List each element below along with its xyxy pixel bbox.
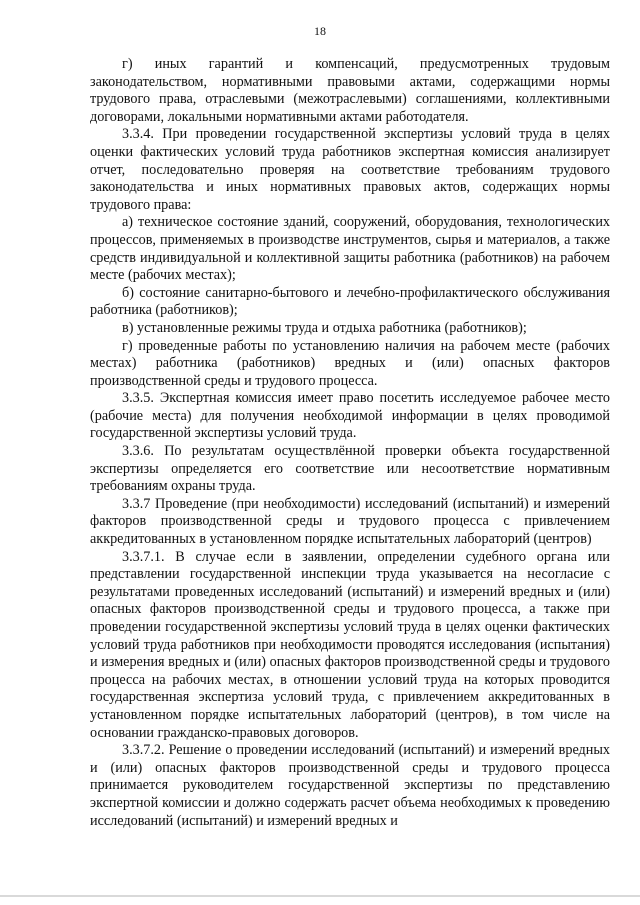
paragraph-3-3-7-1: 3.3.7.1. В случае если в заявлении, определении судебного органа или представлении государственной инспекции труда указывается на несогласие с результатами проведенных исследований (испытаний) и измерений вредных и (или) опасных факторов производственной среды и трудового процесса, а также при проведении государственной экспертизы условий труда в целях оценки фактических условий труда работников при необходимости проводятся исследования (испытания) и измерения вредных и (или) опасных факторов производственной среды и трудового процесса на рабочих местах, в отношении условий труда на которых проводится государственная экспертиза условий труда, с привлечением аккредитованных в установленном порядке испытательных лабораторий (центров), в том числе на основании гражданско-правовых договоров. [90, 548, 610, 741]
paragraph-3-3-6: 3.3.6. По результатам осуществлённой проверки объекта государственной экспертизы определяется его соответствие или несоответствие нормативным требованиям охраны труда. [90, 443, 610, 495]
paragraph-item-g-works: г) проведенные работы по установлению наличия на рабочем месте (рабочих местах) работника (работников) вредных и (или) опасных факторов производственной среды и трудового процесса. [90, 337, 610, 389]
paragraph-3-3-4: 3.3.4. При проведении государственной экспертизы условий труда в целях оценки фактических условий труда работников экспертная комиссия анализирует отчет, последовательно проверяя на соответствие требованиям трудового законодательства и иных нормативных правовых актов, содержащих нормы трудового права: [90, 126, 610, 213]
page-bottom-edge [0, 895, 640, 897]
paragraph-item-v: в) установленные режимы труда и отдыха работника (работников); [122, 319, 527, 336]
paragraph-3-3-7-2: 3.3.7.2. Решение о проведении исследований (испытаний) и измерений вредных и (или) опасных факторов производственной среды и трудового процесса принимается руководителем государственной экспертизы по представлению экспертной комиссии и должно содержать расчет объема необходимых к проведению исследований (испытаний) и измерений вредных и [90, 742, 610, 829]
paragraph-item-g-guarantees: г) иных гарантий и компенсаций, предусмотренных трудовым законодательством, нормативными правовыми актами, содержащими нормы трудового права, отраслевыми (межотраслевыми) соглашениями, коллективными договорами, локальными нормативными актами работодателя. [90, 56, 610, 125]
page-number: 18 [314, 24, 326, 38]
paragraph-item-b: б) состояние санитарно-бытового и лечебно-профилактического обслуживания работника (работников); [90, 284, 610, 319]
paragraph-3-3-7: 3.3.7 Проведение (при необходимости) исследований (испытаний) и измерений факторов производственной среды и трудового процесса с привлечением аккредитованных в установленном порядке испытательных лабораторий (центров) [90, 495, 610, 548]
document-body [90, 56, 610, 830]
paragraph-item-a: а) техническое состояние зданий, сооружений, оборудования, технологических процессов, применяемых в производстве инструментов, сырья и материалов, а также средств индивидуальной и коллективной защиты работника (работников) на рабочем месте (рабочих местах); [90, 214, 610, 284]
paragraph-3-3-5: 3.3.5. Экспертная комиссия имеет право посетить исследуемое рабочее место (рабочие места) для получения необходимой информации в целях проводимой государственной экспертизы условий труда. [90, 390, 610, 442]
